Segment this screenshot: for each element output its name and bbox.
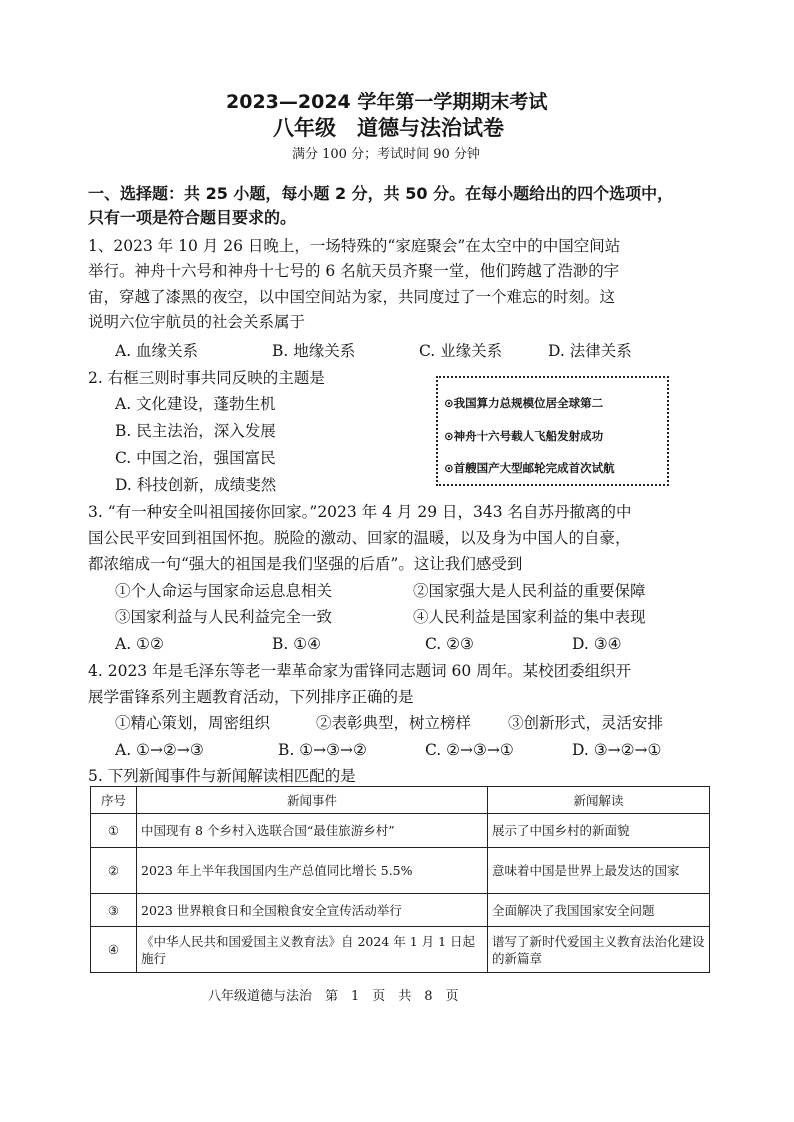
q3-stem-line: 3. “有一种安全叫祖国接你回家。”2023 年 4 月 29 日，343 名自苏丹撤离的中 <box>88 503 632 521</box>
table-cell-index: ③ <box>91 894 137 927</box>
q4-step: ③创新形式，灵活安排 <box>508 714 664 732</box>
table-header: 新闻事件 <box>137 787 488 814</box>
q3-statement: ③国家利益与人民利益完全一致 <box>115 608 333 626</box>
q3-stem-line: 都浓缩成一句“强大的祖国是我们坚强的后盾”。这让我们感受到 <box>88 555 523 573</box>
page-footer: 八年级道德与法治 第 1 页 共 8 页 <box>208 989 459 1004</box>
q2-stem: 2. 右框三则时事共同反映的主题是 <box>88 369 325 387</box>
table-row <box>91 894 710 927</box>
q1-option-d: D. 法律关系 <box>548 342 632 360</box>
q4-stem-line: 4. 2023 年是毛泽东等老一辈革命家为雷锋同志题词 60 周年。某校团委组织开 <box>88 662 632 680</box>
table-cell-event: 《中华人民共和国爱国主义教育法》自 2024 年 1 月 1 日起施行 <box>137 927 488 973</box>
q5-stem: 5. 下列新闻事件与新闻解读相匹配的是 <box>88 767 356 785</box>
exam-subtitle: 八年级 道德与法治试卷 <box>273 116 504 140</box>
q3-option-c: C. ②③ <box>425 635 474 653</box>
q3-statement: ④人民利益是国家利益的集中表现 <box>413 608 646 626</box>
q1-stem-line: 说明六位宇航员的社会关系属于 <box>88 313 306 331</box>
q4-step: ①精心策划，周密组织 <box>115 714 271 732</box>
table-row <box>91 927 710 973</box>
table-cell-event: 2023 年上半年我国国内生产总值同比增长 5.5% <box>137 848 488 894</box>
table-cell-interpretation: 意味着中国是世界上最发达的国家 <box>488 848 710 894</box>
table-cell-index: ① <box>91 814 137 848</box>
q2-option-c: C. 中国之治，强国富民 <box>115 449 276 467</box>
q2-option-a: A. 文化建设，蓬勃生机 <box>115 395 276 413</box>
q2-news-item: ⊙神舟十六号载人飞船发射成功 <box>444 429 604 443</box>
table-cell-interpretation: 谱写了新时代爱国主义教育法治化建设的新篇章 <box>488 927 710 973</box>
q4-option-c: C. ②→③→① <box>425 741 514 759</box>
q4-option-b: B. ①→③→② <box>278 741 367 759</box>
q3-statement: ②国家强大是人民利益的重要保障 <box>413 582 646 600</box>
q2-option-d: D. 科技创新，成绩斐然 <box>115 476 277 494</box>
q1-stem-line: 1、2023 年 10 月 26 日晚上，一场特殊的“家庭聚会”在太空中的中国空间站 <box>88 237 621 255</box>
section-heading-line2: 只有一项是符合题目要求的。 <box>88 208 297 227</box>
q1-option-b: B. 地缘关系 <box>272 342 356 360</box>
table-cell-interpretation: 全面解决了我国国家安全问题 <box>488 894 710 927</box>
q1-option-c: C. 业缘关系 <box>419 342 503 360</box>
q2-option-b: B. 民主法治，深入发展 <box>115 422 276 440</box>
table-cell-index: ② <box>91 848 137 894</box>
q5-news-table <box>90 786 710 973</box>
exam-title: 2023—2024 学年第一学期期末考试 <box>226 91 548 113</box>
q4-option-a: A. ①→②→③ <box>115 741 204 759</box>
q4-step: ②表彰典型，树立榜样 <box>316 714 472 732</box>
table-row <box>91 848 710 894</box>
table-header: 新闻解读 <box>488 787 710 814</box>
table-cell-index: ④ <box>91 927 137 973</box>
q3-option-d: D. ③④ <box>572 635 622 653</box>
table-cell-interpretation: 展示了中国乡村的新面貌 <box>488 814 710 848</box>
section-heading-line1: 一、选择题：共 25 小题，每小题 2 分，共 50 分。在每小题给出的四个选项中， <box>88 184 674 203</box>
q1-stem-line: 宙，穿越了漆黑的夜空，以中国空间站为家，共同度过了一个难忘的时刻。这 <box>88 288 616 306</box>
table-row <box>91 814 710 848</box>
q4-stem-line: 展学雷锋系列主题教育活动，下列排序正确的是 <box>88 688 414 706</box>
q3-statement: ①个人命运与国家命运息息相关 <box>115 582 333 600</box>
exam-meta: 满分 100 分；考试时间 90 分钟 <box>292 147 480 162</box>
table-cell-event: 2023 世界粮食日和全国粮食安全宣传活动举行 <box>137 894 488 927</box>
q1-stem-line: 举行。神舟十六号和神舟十七号的 6 名航天员齐聚一堂，他们跨越了浩渺的宇 <box>88 262 620 280</box>
table-cell-event: 中国现有 8 个乡村入选联合国“最佳旅游乡村” <box>137 814 488 848</box>
q3-option-a: A. ①② <box>115 635 164 653</box>
q3-option-b: B. ①④ <box>272 635 322 653</box>
q2-news-box <box>436 376 669 486</box>
q2-news-item: ⊙我国算力总规模位居全球第二 <box>444 396 604 410</box>
q2-news-item: ⊙首艘国产大型邮轮完成首次试航 <box>444 461 615 475</box>
q1-option-a: A. 血缘关系 <box>115 342 199 360</box>
q4-option-d: D. ③→②→① <box>572 741 662 759</box>
table-header-row <box>91 787 710 814</box>
table-header: 序号 <box>91 787 137 814</box>
q3-stem-line: 国公民平安回到祖国怀抱。脱险的激动、回家的温暖，以及身为中国人的自豪， <box>88 529 631 547</box>
